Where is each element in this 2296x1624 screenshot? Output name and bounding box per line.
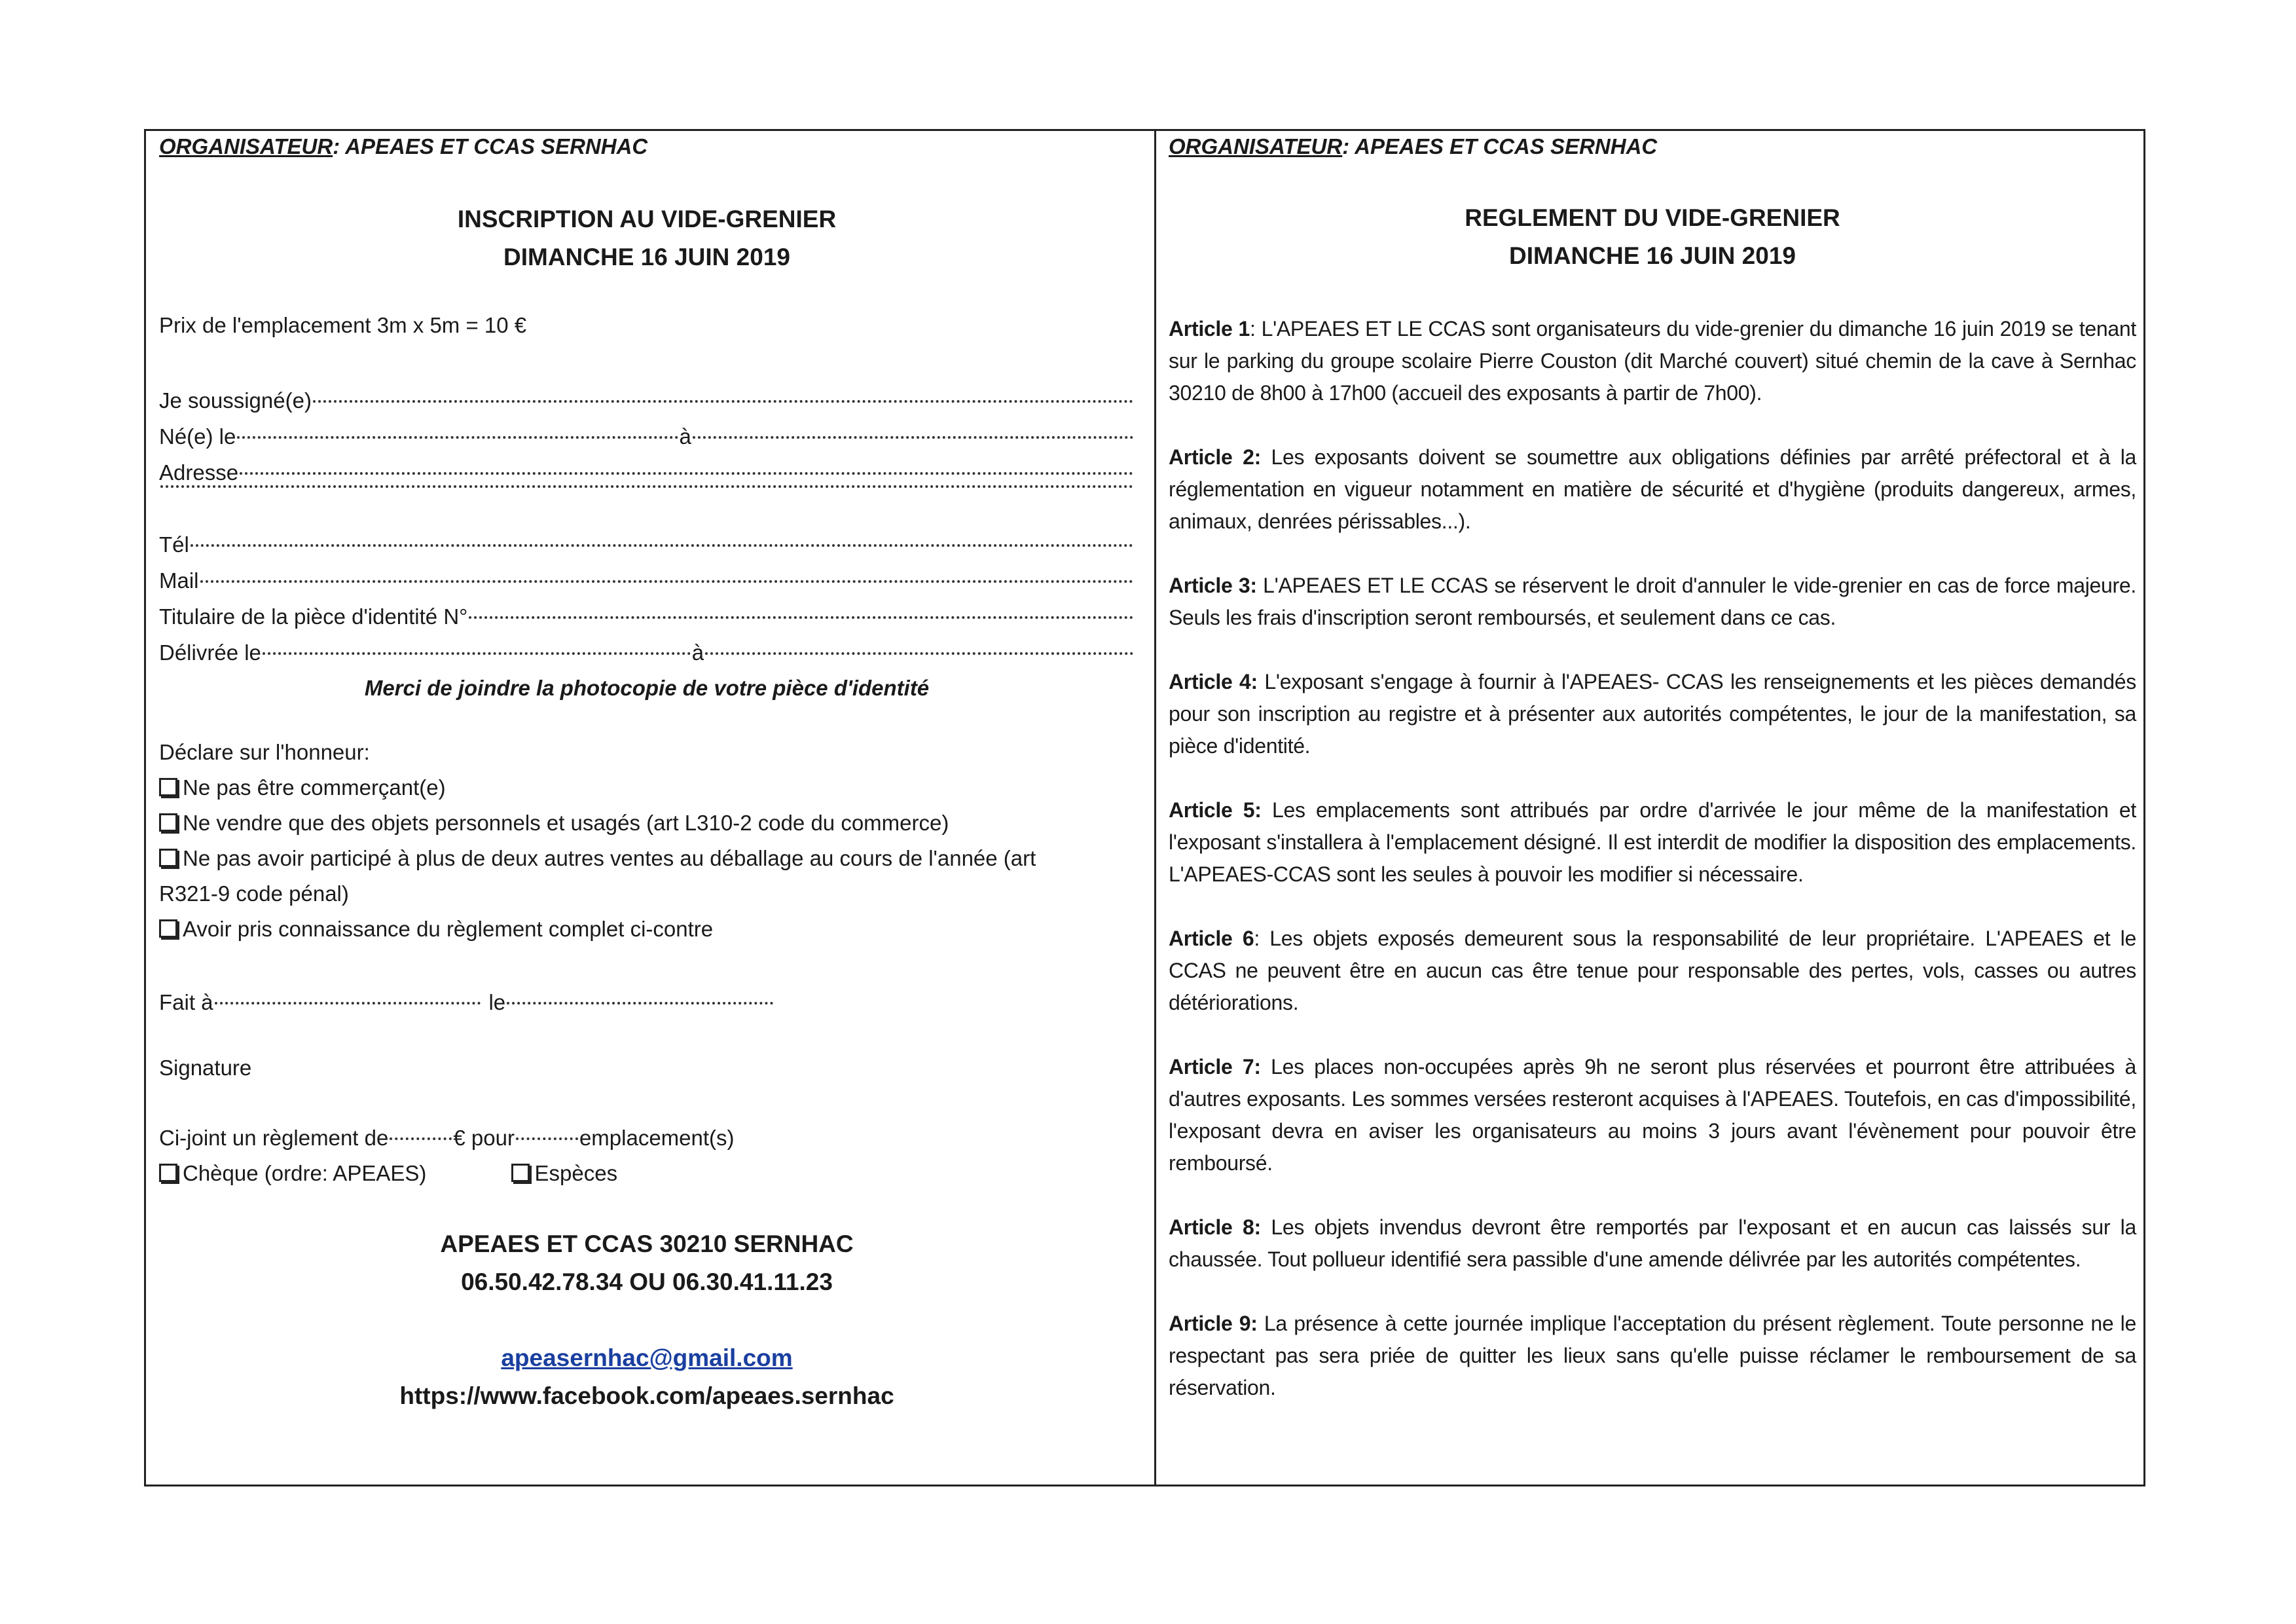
address-field[interactable]: Adresse	[159, 454, 1135, 490]
place-date-field[interactable]: Fait à le	[159, 984, 774, 1020]
checkbox-icon[interactable]	[159, 849, 177, 867]
checkbox-icon[interactable]	[511, 1164, 530, 1182]
article-8: Article 8: Les objets invendus devront être remportés par l'exposant et en aucun cas laissés sur la chaussée. Tout pollueur identifié sera passible d'une amende délivrée par les autorités compétentes.	[1169, 1215, 2136, 1271]
article-1: Article 1: L'APEAES ET LE CCAS sont organisateurs du vide-grenier du dimanche 16 juin 2019 se tenant sur le parking du groupe scolaire Pierre Couston (dit Marché couvert) situé chemin de la cave à Sernhac 30210 de 8h00 à 17h00 (accueil des exposants à partir de 7h00).	[1169, 317, 2136, 405]
payment-amount-field[interactable]: Ci-joint un règlement de € pour emplacement(s)	[159, 1126, 735, 1150]
contact-block: APEAES ET CCAS 30210 SERNHAC 06.50.42.78.34 OU 06.30.41.11.23 apeasernhac@gmail.com https://www.facebook.com/apeaes.sernhac	[159, 1225, 1135, 1415]
organizer-heading: ORGANISATEUR: APEAES ET CCAS SERNHAC	[1169, 134, 1658, 158]
declarations: Déclare sur l'honneur: Ne pas être commerçant(e) Ne vendre que des objets personnels et usagés (art L310-2 code du commerce) Ne pas avoir participé à plus de deux autres ventes au déballage au cours de l'année (art R321-9 code pénal) Avoir pris connaissance du règlement complet ci-contre	[159, 735, 1135, 947]
rules-title: REGLEMENT DU VIDE-GRENIER DIMANCHE 16 JUIN 2019	[1465, 204, 1840, 269]
declaration-item[interactable]: Avoir pris connaissance du règlement complet ci-contre	[159, 912, 1135, 947]
form-title: INSCRIPTION AU VIDE-GRENIER DIMANCHE 16 JUIN 2019	[457, 206, 837, 270]
id-number-field[interactable]: Titulaire de la pièce d'identité N°	[159, 599, 1135, 635]
id-copy-notice: Merci de joindre la photocopie de votre pièce d'identité	[364, 676, 930, 700]
payment-cheque-option[interactable]: Chèque (ordre: APEAES)	[159, 1161, 426, 1185]
organizer-heading: ORGANISATEUR: APEAES ET CCAS SERNHAC	[159, 134, 648, 158]
articles-list	[1169, 313, 2136, 1436]
checkbox-icon[interactable]	[159, 1164, 177, 1182]
article-4: Article 4: L'exposant s'engage à fournir à l'APEAES- CCAS les renseignements et les pièces demandés pour son inscription au registre et à présenter aux autorités compétentes, le jour de la manifestation, sa pièce d'identité.	[1169, 670, 2136, 758]
name-field[interactable]: Je soussigné(e)	[159, 382, 1135, 418]
article-7: Article 7: Les places non-occupées après 9h ne seront plus réservées et pourront être attribuées à d'autres exposants. Les sommes versées resteront acquises à l'APEAES. Toutefois, en cas d'impossibilité, l'exposant devra en aviser les organisateurs au moins 3 jours avant l'évènement pour pouvoir être remboursé.	[1169, 1055, 2136, 1175]
checkbox-icon[interactable]	[159, 919, 177, 938]
phone-field[interactable]: Tél	[159, 526, 1135, 563]
article-3: Article 3: L'APEAES ET LE CCAS se réservent le droit d'annuler le vide-grenier en cas de force majeure. Seuls les frais d'inscription seront remboursés, et seulement dans ce cas.	[1169, 574, 2136, 629]
payment-especes-option[interactable]: Espèces	[511, 1161, 618, 1185]
price-text: Prix de l'emplacement 3m x 5m = 10 €	[159, 313, 527, 337]
facebook-link[interactable]: https://www.facebook.com/apeaes.sernhac	[399, 1382, 894, 1409]
birth-field[interactable]: Né(e) le à	[159, 418, 1135, 454]
email-link[interactable]: apeasernhac@gmail.com	[501, 1344, 793, 1371]
article-5: Article 5: Les emplacements sont attribués par ordre d'arrivée le jour même de la manifestation et l'exposant s'installera à l'emplacement désigné. Il est interdit de modifier la disposition des emplacements. L'APEAES-CCAS sont les seules à pouvoir les modifier si nécessaire.	[1169, 798, 2136, 886]
declaration-item[interactable]: Ne pas avoir participé à plus de deux autres ventes au déballage au cours de l'année (art R321-9 code pénal)	[159, 846, 1036, 906]
column-divider	[1154, 129, 1156, 1486]
id-issued-field[interactable]: Délivrée le à	[159, 635, 1135, 671]
identity-fields	[159, 382, 1135, 706]
article-6: Article 6: Les objets exposés demeurent sous la responsabilité de leur propriétaire. L'APEAES et le CCAS ne peuvent être en aucun cas être tenue pour responsable des pertes, vols, casses ou autres détériorations.	[1169, 927, 2136, 1014]
declaration-item[interactable]: Ne vendre que des objets personnels et usagés (art L310-2 code du commerce)	[159, 805, 1135, 841]
signature-label: Signature	[159, 1056, 252, 1080]
mail-field[interactable]: Mail	[159, 563, 1135, 599]
checkbox-icon[interactable]	[159, 813, 177, 832]
payment-method-options	[159, 1156, 617, 1191]
article-9: Article 9: La présence à cette journée implique l'acceptation du présent règlement. Toute personne ne le respectant pas sera priée de quitter les lieux sans qu'elle puisse réclamer le remboursement de sa réservation.	[1169, 1312, 2136, 1399]
address-field-line2[interactable]	[159, 490, 1135, 526]
article-2: Article 2: Les exposants doivent se soumettre aux obligations définies par arrêté préfectoral et à la réglementation en vigueur notamment en matière de sécurité et d'hygiène (produits dangereux, armes, animaux, denrées périssables...).	[1169, 445, 2136, 533]
checkbox-icon[interactable]	[159, 778, 177, 796]
declaration-item[interactable]: Ne pas être commerçant(e)	[159, 770, 1135, 805]
